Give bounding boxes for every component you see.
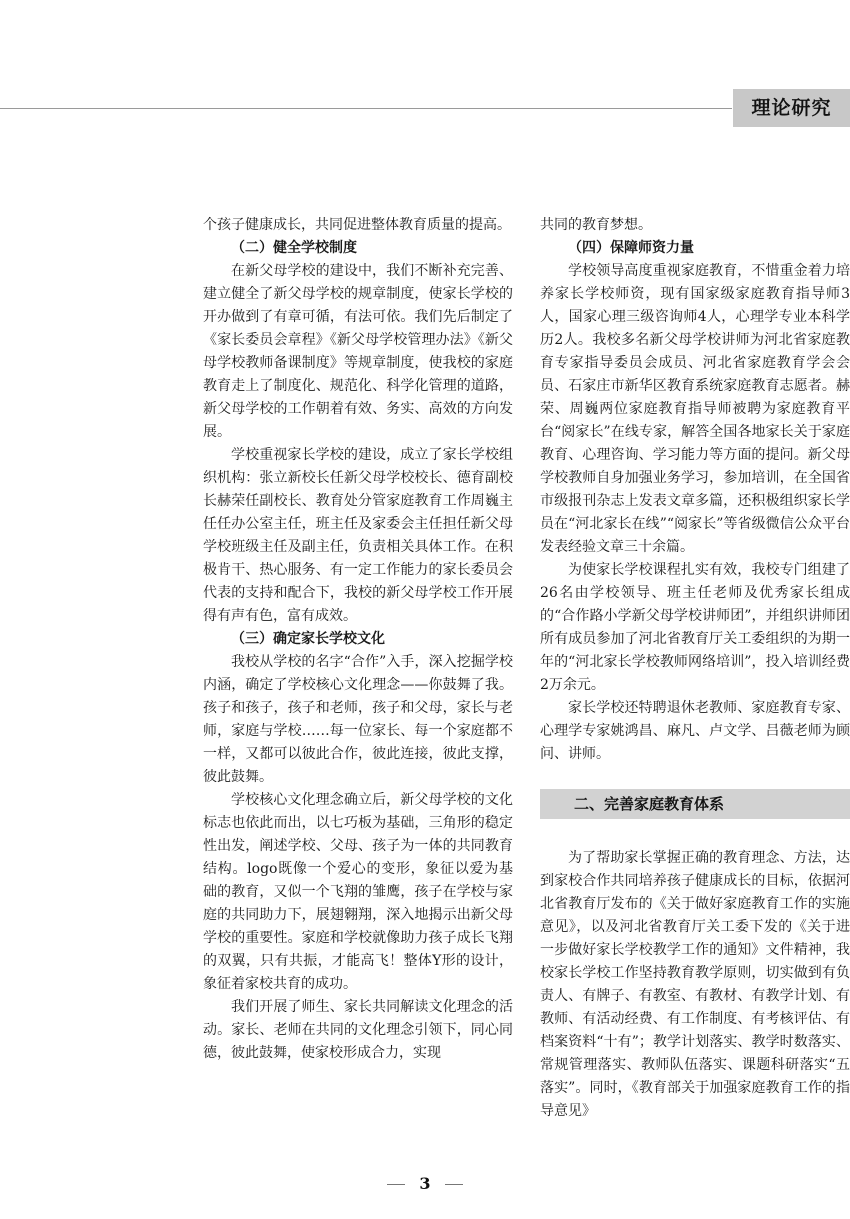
paragraph: 为使家长学校课程扎实有效，我校专门组建了26名由学校领导、班主任老师及优秀家长组成的“合作路小学新父母学校讲师团”，并组织讲师团所有成员参加了河北省教育厅关工委组织的为期一年的“河北家长学校教师网络培训”，投入培训经费2万余元。 <box>540 562 850 693</box>
footer-dash <box>387 1184 405 1185</box>
paragraph: 学校核心文化理念确立后，新父母学校的文化标志也依此而出，以七巧板为基础，三角形的稳定性出发，阐述学校、父母、孩子为一体的共同教育结构。logo既像一个爱心的变形，象征以爱为基础的教育，又似一个飞翔的雏鹰，孩子在学校与家庭的共同助力下，展翅翱翔，深入地揭示出新父母学校的重要性。家庭和学校就像助力孩子成长飞翔的双翼，只有共振，才能高飞！整体Y形的设计，象征着家校共育的成功。 <box>203 792 513 992</box>
paragraph: 共同的教育梦想。 <box>540 217 652 233</box>
subheading: （二）健全学校制度 <box>231 240 357 256</box>
paragraph: 学校领导高度重视家庭教育，不惜重金着力培养家长学校师资，现有国家级家庭教育指导师3人，国家心理三级咨询师4人，心理学专业本科学历2人。我校多名新父母学校讲师为河北省家庭教育专家指导委员会成员、河北省家庭教育学会会员、石家庄市新华区教育系统家庭教育志愿者。赫荣、周巍两位家庭教育指导师被聘为家庭教育平台“阅家长”在线专家，解答全国各地家长关于家庭教育、心理咨询、学习能力等方面的提问。新父母学校教师自身加强业务学习，参加培训，在全国省市级报刊杂志上发表文章多篇，还积极组织家长学员在“河北家长在线”“阅家长”等省级微信公众平台发表经验文章三十余篇。 <box>540 263 850 555</box>
paragraph: 家长学校还特聘退休老教师、家庭教育专家、心理学专家姚鸿昌、麻凡、卢文学、吕薇老师为顾问、讲师。 <box>540 700 850 762</box>
paragraph: 学校重视家长学校的建设，成立了家长学校组织机构：张立新校长任新父母学校校长、德育副校长赫荣任副校长、教育处分管家庭教育工作周巍主任任办公室主任，班主任及家委会主任担任新父母学校班级主任及副主任，负责相关具体工作。在积极肯干、热心服务、有一定工作能力的家长委员会代表的支持和配合下，我校的新父母学校工作开展得有声有色，富有成效。 <box>203 447 513 624</box>
right-column <box>540 214 850 1123</box>
section-tag: 理论研究 <box>733 89 850 127</box>
header-rule <box>0 108 732 109</box>
page-footer <box>0 1174 850 1193</box>
page-number: 3 <box>419 1174 431 1193</box>
paragraph: 个孩子健康成长，共同促进整体教育质量的提高。 <box>203 217 511 233</box>
paragraph: 我校从学校的名字“合作”入手，深入挖掘学校内涵，确定了学校核心文化理念——你鼓舞了我。孩子和孩子，孩子和老师，孩子和父母，家长与老师，家庭与学校……每一位家长、每一个家庭都不一样，又都可以彼此合作，彼此连接，彼此支撑，彼此鼓舞。 <box>203 654 513 785</box>
left-column <box>203 214 513 1065</box>
subheading: （三）确定家长学校文化 <box>231 631 385 647</box>
paragraph: 为了帮助家长掌握正确的教育理念、方法，达到家校合作共同培养孩子健康成长的目标，依据河北省教育厅发布的《关于做好家庭教育工作的实施意见》，以及河北省教育厅关工委下发的《关于进一步做好家长学校教学工作的通知》文件精神，我校家长学校工作坚持教育教学原则，切实做到有负责人、有牌子、有教室、有教材、有教学计划、有教师、有活动经费、有工作制度、有考核评估、有档案资料“十有”；教学计划落实、教学时数落实、常规管理落实、教师队伍落实、课题科研落实“五落实”。同时，《教育部关于加强家庭教育工作的指导意见》 <box>540 850 850 1119</box>
footer-dash <box>445 1184 463 1185</box>
section-heading-bar: 二、完善家庭教育体系 <box>540 789 850 819</box>
paragraph: 在新父母学校的建设中，我们不断补充完善、建立健全了新父母学校的规章制度，使家长学校的开办做到了有章可循，有法可依。我们先后制定了《家长委员会章程》《新父母学校管理办法》《新父母学校教师备课制度》等规章制度，使我校的家庭教育走上了制度化、规范化、科学化管理的道路，新父母学校的工作朝着有效、务实、高效的方向发展。 <box>203 263 513 440</box>
paragraph: 我们开展了师生、家长共同解读文化理念的活动。家长、老师在共同的文化理念引领下，同心同德，彼此鼓舞，使家校形成合力，实现 <box>203 999 513 1061</box>
subheading: （四）保障师资力量 <box>568 240 694 256</box>
